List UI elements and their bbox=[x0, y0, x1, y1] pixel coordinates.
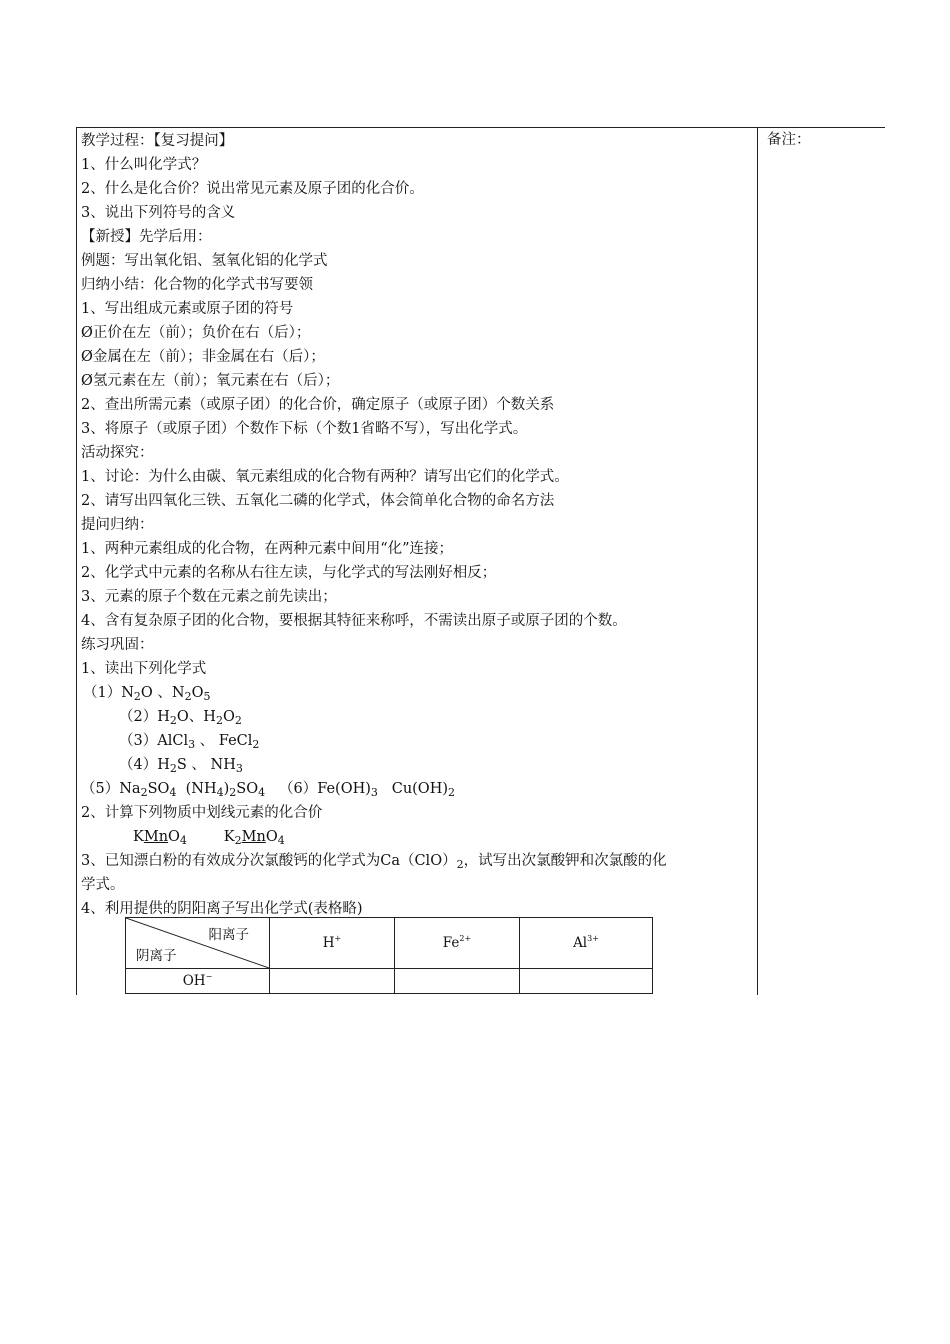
step-1: 1、写出组成元素或原子团的符号 bbox=[81, 301, 294, 317]
formula-line-1: $(1)N_2O$ 、$N_2O_5$ bbox=[83, 685, 211, 703]
remark-label: 备注： bbox=[767, 132, 811, 148]
new-lesson-heading: 【新授】先学后用： bbox=[81, 229, 212, 245]
activity-title: 活动探究： bbox=[81, 445, 154, 461]
point-2: 2、化学式中元素的名称从右往左读，与化学式的写法刚好相反； bbox=[81, 565, 497, 581]
example-text: 例题：写出氧化铝、氢氧化铝的化学式 bbox=[81, 253, 328, 269]
answer-cell[interactable] bbox=[520, 969, 653, 994]
formula-line-2: $(2)H_2O$、$H_2O_2$ bbox=[119, 709, 242, 727]
formula-line-3: （3）AlCl$_3$ 、 FeCl$_2$ bbox=[119, 733, 260, 751]
review-question-1: 1、什么叫化学式？ bbox=[81, 157, 207, 173]
point-3: 3、元素的原子个数在元素之前先读出； bbox=[81, 589, 337, 605]
rule-2: Ø金属在左（前）；非金属在右（后）； bbox=[81, 349, 325, 365]
section-title: 教学过程：【复习提问】 bbox=[81, 133, 234, 149]
answer-cell[interactable] bbox=[270, 969, 395, 994]
rule-1: Ø正价在左（前）；负价在右（后）； bbox=[81, 325, 311, 341]
exercise-3-line-2: 学式。 bbox=[81, 877, 125, 893]
practice-title: 练习巩固： bbox=[81, 637, 154, 653]
rule-3: Ø氢元素在左（前）；氧元素在右（后）； bbox=[81, 373, 340, 389]
activity-2: 2、请写出四氧化三铁、五氧化二磷的化学式，体会简单化合物的命名方法 bbox=[81, 493, 555, 509]
cation-header: 阳离子 bbox=[208, 927, 249, 943]
top-rule bbox=[76, 127, 885, 128]
anion-cell: OH− bbox=[126, 969, 270, 994]
review-question-2: 2、什么是化合价？说出常见元素及原子团的化合价。 bbox=[81, 181, 424, 197]
exercise-1-title: 1、读出下列化学式 bbox=[81, 661, 207, 677]
exercise-2-title: 2、计算下列物质中划线元素的化合价 bbox=[81, 805, 323, 821]
point-4: 4、含有复杂原子团的化合物，要根据其特征来称呼，不需读出原子或原子团的个数。 bbox=[81, 613, 627, 629]
activity-1: 1、讨论：为什么由碳、氧元素组成的化合物有两种？请写出它们的化学式。 bbox=[81, 469, 569, 485]
exercise-4-title: 4、利用提供的阴阳离子写出化学式(表格略) bbox=[81, 901, 363, 917]
remark-divider bbox=[757, 127, 758, 995]
review-question-3: 3、说出下列符号的含义 bbox=[81, 205, 236, 221]
cation-cell: H+ bbox=[270, 918, 395, 969]
cation-cell: $Fe^{2+}$ bbox=[395, 918, 520, 969]
diagonal-header-cell bbox=[126, 918, 270, 969]
left-border bbox=[76, 127, 77, 995]
exercise-2-formulas: KMnO$_4$ $K_2MnO_4$ bbox=[133, 829, 285, 847]
question-title: 提问归纳： bbox=[81, 517, 154, 533]
cation-cell: $Al^{3+}$ bbox=[520, 918, 653, 969]
formula-line-4: $(4)H_2S$ 、 $NH_3$ bbox=[119, 757, 243, 775]
anion-header: 阴离子 bbox=[136, 948, 177, 964]
exercise-3-line-1: 3、已知漂白粉的有效成分次氯酸钙的化学式为$Ca(ClO)_2$，试写出次氯酸钾和次氯酸的化 bbox=[81, 853, 667, 871]
answer-cell[interactable] bbox=[395, 969, 520, 994]
formula-line-5: $(5)Na_2SO_4$ $(NH_4)_2SO_4$ $(6)Fe(OH)_3$ $Cu(OH)_2$ bbox=[81, 781, 455, 799]
step-2: 2、查出所需元素（或原子团）的化合价，确定原子（或原子团）个数关系 bbox=[81, 397, 555, 413]
step-3: 3、将原子（或原子团）个数作下标（个数1省略不写），写出化学式。 bbox=[81, 421, 528, 437]
summary-title: 归纳小结：化合物的化学式书写要领 bbox=[81, 277, 313, 293]
ion-table bbox=[125, 917, 653, 994]
point-1: 1、两种元素组成的化合物，在两种元素中间用“化”连接； bbox=[81, 541, 454, 557]
